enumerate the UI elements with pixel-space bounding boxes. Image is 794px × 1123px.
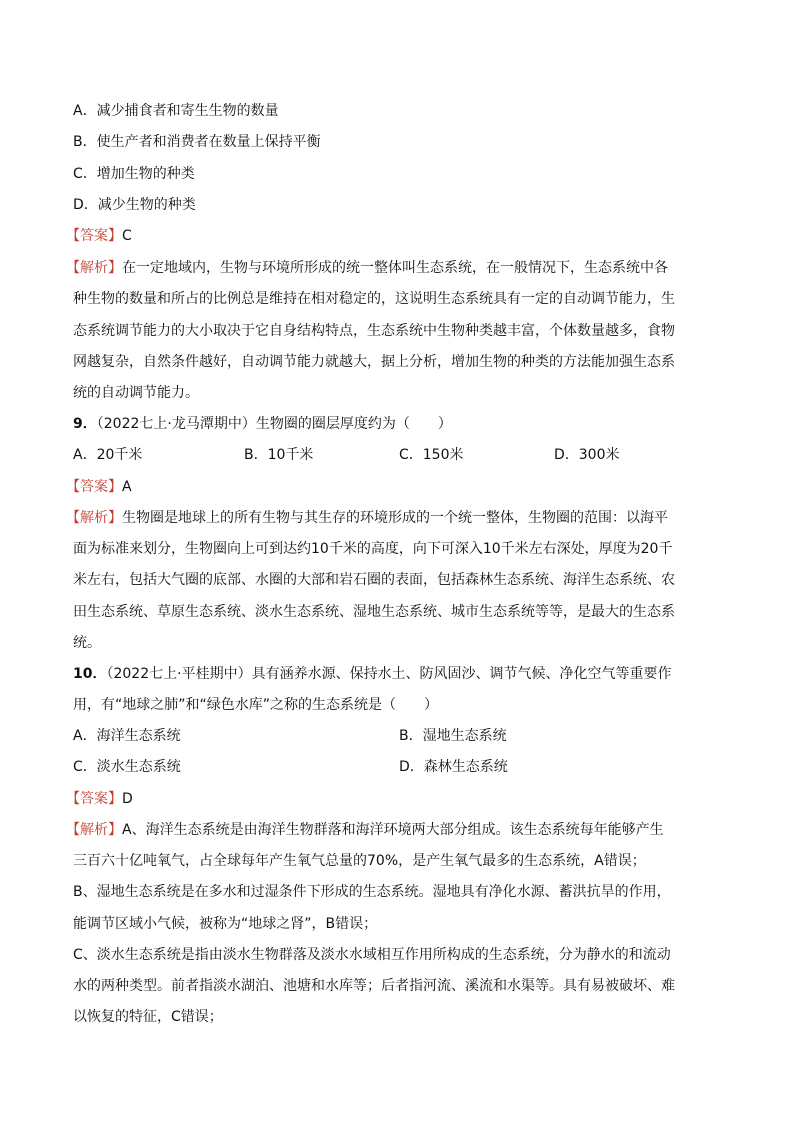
question-number: 9．: [73, 416, 97, 432]
q9-analysis-line-1: [66, 510, 716, 526]
q9-analysis-line-5: 统。: [73, 635, 101, 651]
answer-tag: 【答案】: [66, 228, 122, 244]
analysis-tag: 【解析】: [66, 510, 122, 526]
analysis-tag: 【解析】: [66, 822, 122, 838]
q8-option-b: B．使生产者和消费者在数量上保持平衡: [73, 134, 321, 150]
answer-value: D: [122, 791, 133, 807]
answer-value: C: [122, 228, 132, 244]
q8-option-d: D．减少生物的种类: [73, 197, 196, 213]
q10-option-d: D．森林生态系统: [399, 759, 508, 775]
q9-question: [73, 416, 723, 432]
q10-analysis-line-5: C、淡水生态系统是指由淡水生物群落及淡水水域相互作用所构成的生态系统，分为静水的和流动: [73, 947, 671, 963]
q8-analysis-line-3: 态系统调节能力的大小取决于它自身结构特点，生态系统中生物种类越丰富，个体数量越多，食物: [73, 323, 675, 339]
analysis-text: 在一定地域内，生物与环境所形成的统一整体叫生态系统，在一般情况下，生态系统中各: [122, 260, 668, 276]
q10-analysis-line-3: B、湿地生态系统是在多水和过湿条件下形成的生态系统。湿地具有净化水源、蓄洪抗旱的作用，: [73, 884, 671, 900]
q8-analysis-line-2: 种生物的数量和所占的比例总是维持在相对稳定的，这说明生态系统具有一定的自动调节能力，生: [73, 291, 675, 307]
q10-option-c: C．淡水生态系统: [73, 759, 181, 775]
q9-analysis-line-4: 田生态系统、草原生态系统、淡水生态系统、湿地生态系统、城市生态系统等等，是最大的生态系: [73, 604, 675, 620]
answer-tag: 【答案】: [66, 479, 122, 495]
q9-analysis-line-2: 面为标准来划分，生物圈向上可到达约10千米的高度，向下可深入10千米左右深处，厚度为20千: [73, 541, 673, 557]
q9-analysis-line-3: 米左右，包括大气圈的底部、水圈的大部和岩石圈的表面，包括森林生态系统、海洋生态系统、农: [73, 572, 675, 588]
question-text: （2022七上·龙马潭期中）生物圈的圈层厚度约为（ ）: [96, 416, 452, 432]
analysis-text: A、海洋生态系统是由海洋生物群落和海洋环境两大部分组成。该生态系统每年能够产生: [122, 822, 664, 838]
q8-option-c: C．增加生物的种类: [73, 166, 195, 182]
q10-analysis-line-4: 能调节区域小气候，被称为“地球之肾”，B错误；: [73, 916, 378, 932]
question-number: 10．: [73, 666, 107, 682]
q8-answer: [66, 228, 716, 244]
q8-analysis-line-4: 网越复杂，自然条件越好，自动调节能力就越大，据上分析，增加生物的种类的方法能加强生态系: [73, 354, 675, 370]
q10-answer: [66, 791, 716, 807]
q10-analysis-line-2: 三百六十亿吨氧气，占全球每年产生氧气总量的70%，是产生氧气最多的生态系统，A错误；: [73, 853, 646, 869]
q9-option-a: A．20千米: [73, 447, 143, 463]
q10-analysis-line-7: 以恢复的特征，C错误；: [73, 1009, 223, 1025]
q9-answer: [66, 479, 716, 495]
q10-analysis-line-6: 水的两种类型。前者指淡水湖泊、池塘和水库等；后者指河流、溪流和水渠等。具有易被破坏、难: [73, 978, 675, 994]
analysis-tag: 【解析】: [66, 260, 122, 276]
answer-value: A: [122, 479, 132, 495]
q10-option-b: B．湿地生态系统: [399, 728, 507, 744]
q8-analysis-line-1: [66, 260, 716, 276]
q9-option-b: B．10千米: [244, 447, 314, 463]
analysis-text: 生物圈是地球上的所有生物与其生存的环境形成的一个统一整体，生物圈的范围：以海平: [122, 510, 668, 526]
question-text: （2022七上·平桂期中）具有涵养水源、保持水土、防风固沙、调节气候、净化空气等重要作: [106, 666, 672, 682]
q8-analysis-line-5: 统的自动调节能力。: [73, 385, 199, 401]
answer-tag: 【答案】: [66, 791, 122, 807]
q10-question-line-1: [73, 666, 723, 682]
q10-analysis-line-1: [66, 822, 716, 838]
q9-option-c: C．150米: [399, 447, 464, 463]
q10-question-line-2: 用，有“地球之肺”和“绿色水库”之称的生态系统是（ ）: [73, 697, 439, 713]
q10-option-a: A．海洋生态系统: [73, 728, 181, 744]
q8-option-a: A．减少捕食者和寄生生物的数量: [73, 103, 279, 119]
q9-option-d: D．300米: [554, 447, 620, 463]
